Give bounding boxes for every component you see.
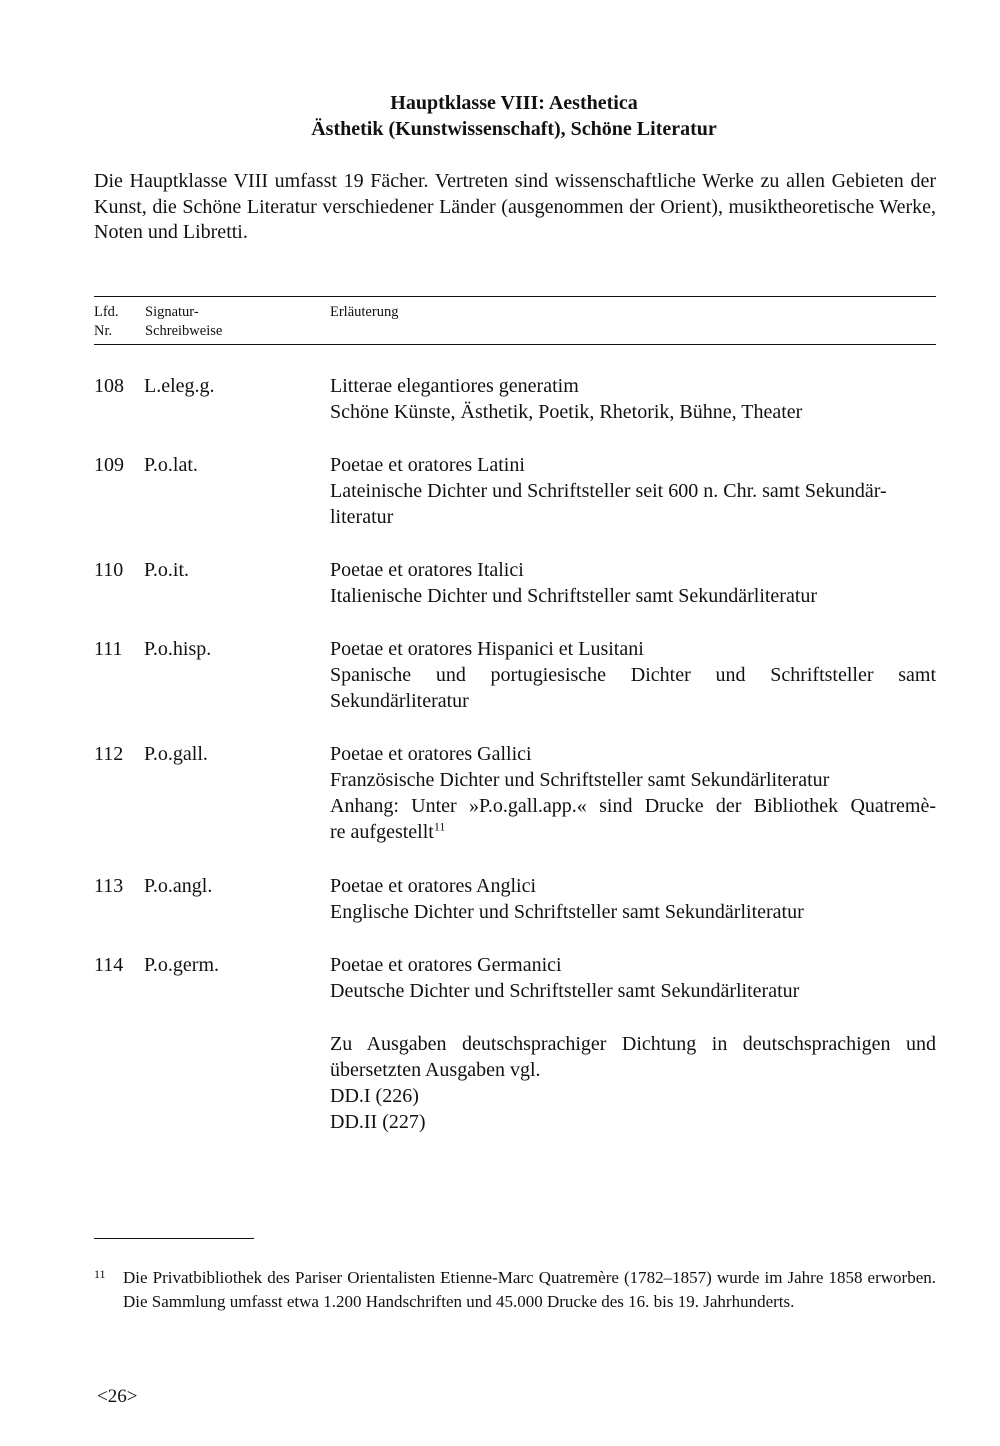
entry-line: Litterae elegantiores generatim [330, 375, 579, 397]
page-number: <26> [97, 1386, 138, 1407]
entry-number: 109 [94, 454, 124, 476]
entry-number: 111 [94, 638, 123, 660]
col-header-nr [94, 303, 119, 341]
entry-description [330, 952, 936, 1004]
footnote-reference[interactable]: 11 [433, 819, 446, 834]
heading-main: Hauptklasse VIII: Aesthetica [390, 92, 638, 114]
entry-line: Poetae et oratores Italici [330, 559, 524, 581]
entry-line: Englische Dichter und Schriftsteller samt Sekundärliteratur [330, 901, 804, 923]
entry-line: Poetae et oratores Gallici [330, 743, 532, 765]
entry-line: re aufgestellt [330, 821, 434, 843]
table-rule-top [94, 296, 936, 297]
entry-line: Schöne Künste, Ästhetik, Poetik, Rhetorik, Bühne, Theater [330, 401, 803, 423]
entry-number: 113 [94, 875, 124, 897]
entry-line: Italienische Dichter und Schriftsteller samt Sekundärliteratur [330, 585, 818, 607]
entry-signature: P.o.gall. [144, 743, 208, 765]
entry-description [330, 636, 936, 714]
entry-number: 112 [94, 743, 124, 765]
entry-line: literatur [330, 506, 394, 528]
note-line: Zu Ausgaben deutschsprachiger Dichtung in deutschsprachigen und [330, 1033, 936, 1055]
col-header-nr-line2: Nr. [94, 323, 113, 339]
entry-description [330, 741, 936, 845]
entry-signature: L.eleg.g. [144, 375, 215, 397]
entry-signature: P.o.angl. [144, 875, 213, 897]
entry-line: Französische Dichter und Schriftsteller samt Sekundärliteratur [330, 769, 830, 791]
col-header-sig-line2: Schreibweise [145, 323, 223, 339]
footnote-separator [94, 1238, 254, 1239]
table-rule-header [94, 344, 936, 345]
entry-line: Spanische und portugiesische Dichter und Schriftsteller samt [330, 664, 936, 686]
entry-line: Lateinische Dichter und Schriftsteller seit 600 n. Chr. samt Sekundär- [330, 480, 887, 502]
note-description [330, 1031, 936, 1135]
entry-signature: P.o.hisp. [144, 638, 212, 660]
entry-description [330, 557, 936, 609]
entry-line-with-footnote [330, 819, 936, 845]
entry-description [330, 452, 936, 530]
heading-sub: Ästhetik (Kunstwissenschaft), Schöne Literatur [311, 118, 717, 140]
entry-description [330, 873, 936, 925]
col-header-nr-line1: Lfd. [94, 304, 119, 320]
entry-line: Poetae et oratores Latini [330, 454, 525, 476]
entry-signature: P.o.germ. [144, 954, 219, 976]
entry-line: Sekundärliteratur [330, 690, 469, 712]
entry-line: Poetae et oratores Germanici [330, 954, 562, 976]
footnote [94, 1266, 936, 1314]
note-line: übersetzten Ausgaben vgl. [330, 1059, 541, 1081]
entry-description [330, 373, 936, 425]
note-reference[interactable]: DD.II (227) [330, 1111, 426, 1133]
entry-line: Poetae et oratores Hispanici et Lusitani [330, 638, 644, 660]
entry-line: Poetae et oratores Anglici [330, 875, 537, 897]
entry-number: 108 [94, 375, 124, 397]
col-header-signatur [145, 303, 222, 341]
note-reference[interactable]: DD.I (226) [330, 1085, 419, 1107]
footnote-text: Die Privatbibliothek des Pariser Orientalisten Etienne-Marc Quatremère (1782–1857) wurde im Jahre 1858 erworben. Die Sammlung umfasst etwa 1.200 Handschriften und 45.000 Drucke des 16. bis 19. Jahrhunderts. [123, 1268, 936, 1311]
entry-line: Anhang: Unter »P.o.gall.app.« sind Drucke der Bibliothek Quatremè- [330, 795, 936, 817]
col-header-sig-line1: Signatur- [145, 304, 199, 320]
footnote-mark: 11 [94, 1267, 106, 1281]
col-header-erlaeuterung: Erläuterung [330, 304, 399, 320]
entry-line: Deutsche Dichter und Schriftsteller samt Sekundärliteratur [330, 980, 800, 1002]
entry-number: 110 [94, 559, 124, 581]
entry-signature: P.o.lat. [144, 454, 198, 476]
intro-paragraph: Die Hauptklasse VIII umfasst 19 Fächer. Vertreten sind wissenschaftliche Werke zu allen Gebieten der Kunst, die Schöne Literatur verschiedener Länder (ausgenommen der Orient), musiktheoretische Werke, Noten und Libretti. [94, 170, 936, 243]
entry-signature: P.o.it. [144, 559, 190, 581]
entry-number: 114 [94, 954, 124, 976]
